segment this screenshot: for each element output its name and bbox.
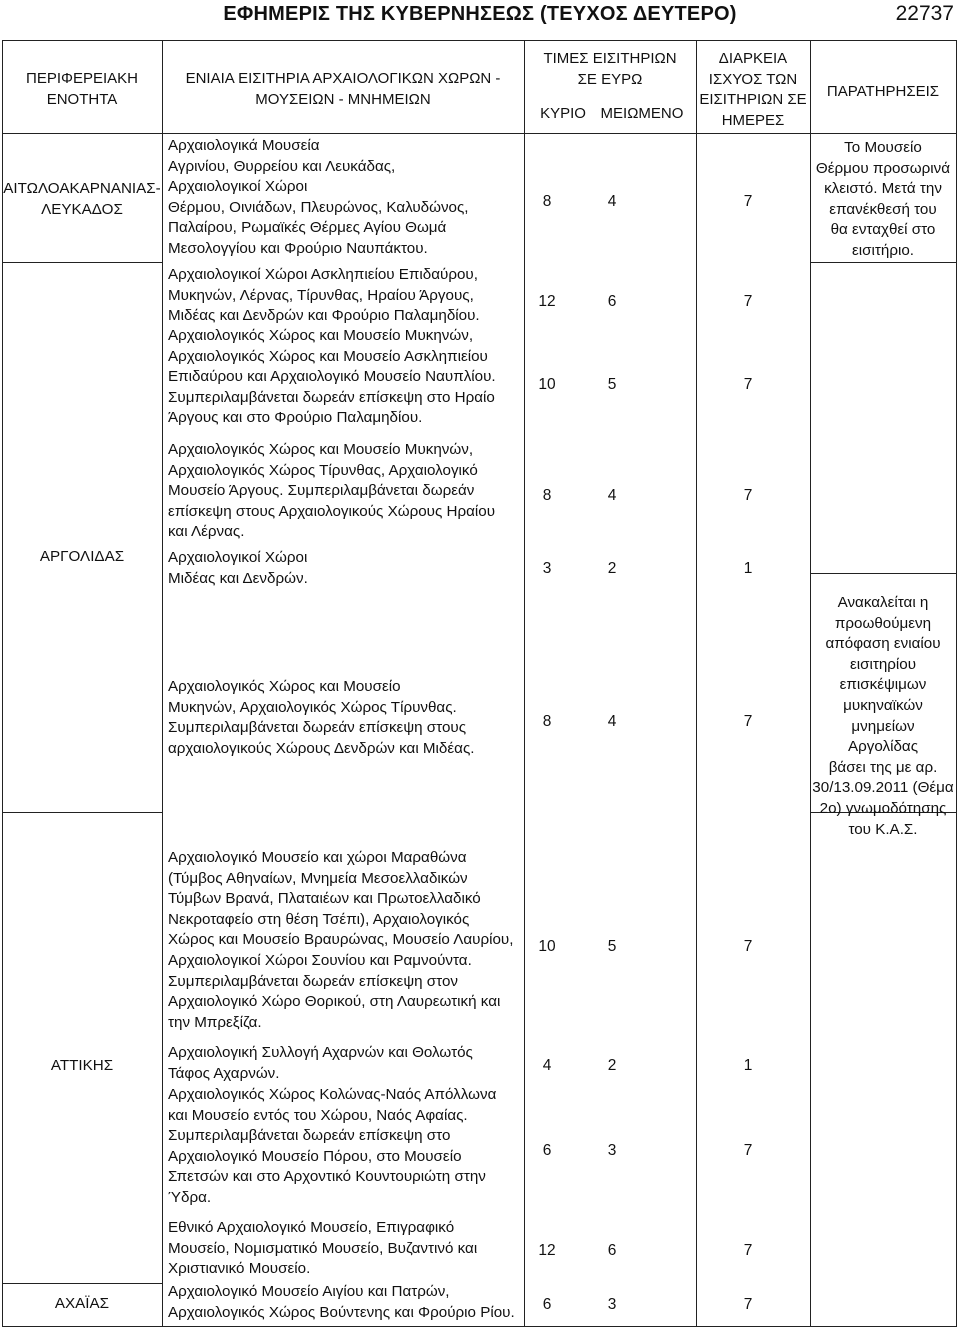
row-text: Αρχαιολογικός Χώρος Κολώνας-Ναός Απόλλωνα και Μουσείο εντός του Χώρου, Ναός Αφαίας. Συμπεριλαμβάνεται δωρεάν επίσκεψη στο Αρχαιολογικό Μουσείο Πόρου, στο Μουσείο Σπετσών και στο Αρχοντικό Κουντουριώτη στην Ύδρα.	[168, 1086, 497, 1206]
gazette-title: ΕΦΗΜΕΡΙΣ ΤΗΣ ΚΥΒΕΡΝΗΣΕΩΣ (ΤΕΥΧΟΣ ΔΕΥΤΕΡΟ)	[223, 3, 737, 25]
duration-days: 1	[743, 1057, 753, 1074]
duration-days: 7	[743, 293, 753, 310]
row-text: Αρχαιολογικοί Χώροι Ασκληπιείου Επιδαύρου, Μυκηνών, Λέρνας, Τίρυνθας, Ηραίου Άργους, Μιδέας και Δενδρών και Φρούριο Παλαμηδίου.	[168, 266, 480, 325]
page-number: 22737	[895, 2, 954, 25]
price-reduced: 4	[607, 487, 617, 504]
row-text: Αρχαιολογικός Χώρος και Μουσείο Μυκηνών, Αρχαιολογικός Χώρος και Μουσείο Ασκληπιείου Επιδαύρου και Αρχαιολογικό Μουσείο Ναυπλίου. Συμπεριλαμβάνεται δωρεάν επίσκεψη στο Ηραίο Άργους και στο Φρούριο Παλαμηδίου.	[168, 327, 496, 427]
duration-days: 7	[743, 193, 753, 210]
note-argolida: Ανακαλείται η προωθούμενη απόφαση ενιαίου εισιτηρίου επισκέψιμων μυκηναϊκών μνημείων Αργολίδας βάσει της με αρ. 30/13.09.2011 (Θέμα 2ο) γνωμοδότησης του Κ.Α.Σ.	[812, 594, 954, 838]
price-reduced: 4	[607, 193, 617, 210]
duration-days: 7	[743, 1142, 753, 1159]
duration-days: 7	[743, 376, 753, 393]
ticket-table	[2, 40, 958, 1327]
price-reduced: 4	[607, 713, 617, 730]
price-reduced: 6	[607, 293, 617, 310]
duration-days: 1	[743, 560, 753, 577]
price-full: 12	[538, 1242, 556, 1259]
price-reduced: 5	[607, 938, 617, 955]
header-duration: ΔΙΑΡΚΕΙΑ ΙΣΧΥΟΣ ΤΩΝ ΕΙΣΙΤΗΡΙΩΝ ΣΕ ΗΜΕΡΕΣ	[699, 50, 807, 129]
price-reduced: 3	[607, 1296, 617, 1313]
row-text: Αρχαιολογική Συλλογή Αχαρνών και Θολωτός Τάφος Αχαρνών.	[168, 1044, 473, 1082]
row-text: Εθνικό Αρχαιολογικό Μουσείο, Επιγραφικό Μουσείο, Νομισματικό Μουσείο, Βυζαντινό και Χριστιανικό Μουσείο.	[168, 1219, 478, 1278]
row-text: Αρχαιολογικός Χώρος και Μουσείο Μυκηνών, Αρχαιολογικός Χώρος Τίρυνθας, Αρχαιολογικό Μουσείο Άργους. Συμπεριλαμβάνεται δωρεάν επίσκεψη στους Αρχαιολογικούς Χώρους Ηραίου και Λέρνας.	[168, 441, 496, 541]
row-text: Αρχαιολογικό Μουσείο Αιγίου και Πατρών, Αρχαιολογικός Χώρος Βούντενης και Φρούριο Ρίου.	[168, 1283, 515, 1321]
duration-days: 7	[743, 1296, 753, 1313]
row-text: Αρχαιολογικός Χώρος και Μουσείο Μυκηνών, Αρχαιολογικός Χώρος Τίρυνθας. Συμπεριλαμβάνεται δωρεάν επίσκεψη στους αρχαιολογικούς Χώρους Δενδρών και Μιδέας.	[168, 678, 475, 757]
header-ticket: ΕΝΙΑΙΑ ΕΙΣΙΤΗΡΙΑ ΑΡΧΑΙΟΛΟΓΙΚΩΝ ΧΩΡΩΝ - ΜΟΥΣΕΙΩΝ - ΜΝΗΜΕΙΩΝ	[185, 70, 501, 108]
page-header	[0, 0, 960, 32]
price-full: 6	[542, 1296, 552, 1313]
price-reduced: 6	[607, 1242, 617, 1259]
price-full: 8	[542, 713, 552, 730]
duration-days: 7	[743, 938, 753, 955]
price-reduced: 2	[607, 560, 617, 577]
region-argolida: ΑΡΓΟΛΙΔΑΣ	[39, 548, 125, 565]
note-thermos: Το Μουσείο Θέρμου προσωρινά κλειστό. Μετά την επανέκθεσή του θα ενταχθεί στο εισιτήριο.	[815, 139, 951, 259]
price-full: 8	[542, 193, 552, 210]
header-region: ΠΕΡΙΦΕΡΕΙΑΚΗ ΕΝΟΤΗΤΑ	[25, 70, 138, 108]
price-reduced: 2	[607, 1057, 617, 1074]
duration-days: 7	[743, 713, 753, 730]
price-reduced: 3	[607, 1142, 617, 1159]
row-text: Αρχαιολογικοί Χώροι Μιδέας και Δενδρών.	[168, 549, 308, 587]
price-full: 10	[538, 376, 556, 393]
duration-days: 7	[743, 487, 753, 504]
duration-days: 7	[743, 1242, 753, 1259]
price-full: 12	[538, 293, 556, 310]
region-aitoloakarnania: ΑΙΤΩΛΟΑΚΑΡΝΑΝΙΑΣ- ΛΕΥΚΑΔΟΣ	[3, 180, 161, 218]
row-text: Αρχαιολογικά Μουσεία Αγρινίου, Θυρρείου και Λευκάδας, Αρχαιολογικοί Χώροι Θέρμου, Οινιάδων, Πλευρώνος, Καλυδώνος, Παλαίρου, Ρωμαϊκές Θέρμες Αγίου Θωμά Μεσολογγίου και Φρούριο Ναυπάκτου.	[168, 137, 469, 257]
price-reduced: 5	[607, 376, 617, 393]
price-full: 6	[542, 1142, 552, 1159]
region-attiki: ΑΤΤΙΚΗΣ	[50, 1057, 114, 1074]
price-full: 4	[542, 1057, 552, 1074]
price-full: 10	[538, 938, 556, 955]
header-reduced: ΜΕΙΩΜΕΝΟ	[600, 105, 684, 122]
price-full: 3	[542, 560, 552, 577]
region-achaia: ΑΧΑΪΑΣ	[54, 1295, 110, 1312]
header-full: ΚΥΡΙΟ	[540, 105, 586, 122]
row-text: Αρχαιολογικό Μουσείο και χώροι Μαραθώνα (Τύμβος Αθηναίων, Μνημεία Μεσοελλαδικών Τύμβων Βρανά, Πλαταιέων και Πρωτοελλαδικό Νεκροταφείο στη θέση Τσέπι), Αρχαιολογικός Χώρος και Μουσείο Βραυρώνας, Μουσείο Λαυρίου, Αρχαιολογικοί Χώροι Σουνίου και Ραμνούντα. Συμπεριλαμβάνεται δωρεάν επίσκεψη στον Αρχαιολογικό Χώρο Θορικού, στη Λαυρεωτική και την Μπρεξίζα.	[168, 849, 514, 1031]
header-prices: ΤΙΜΕΣ ΕΙΣΙΤΗΡΙΩΝ ΣΕ ΕΥΡΩ	[543, 50, 677, 88]
price-full: 8	[542, 487, 552, 504]
header-notes: ΠΑΡΑΤΗΡΗΣΕΙΣ	[826, 83, 940, 100]
